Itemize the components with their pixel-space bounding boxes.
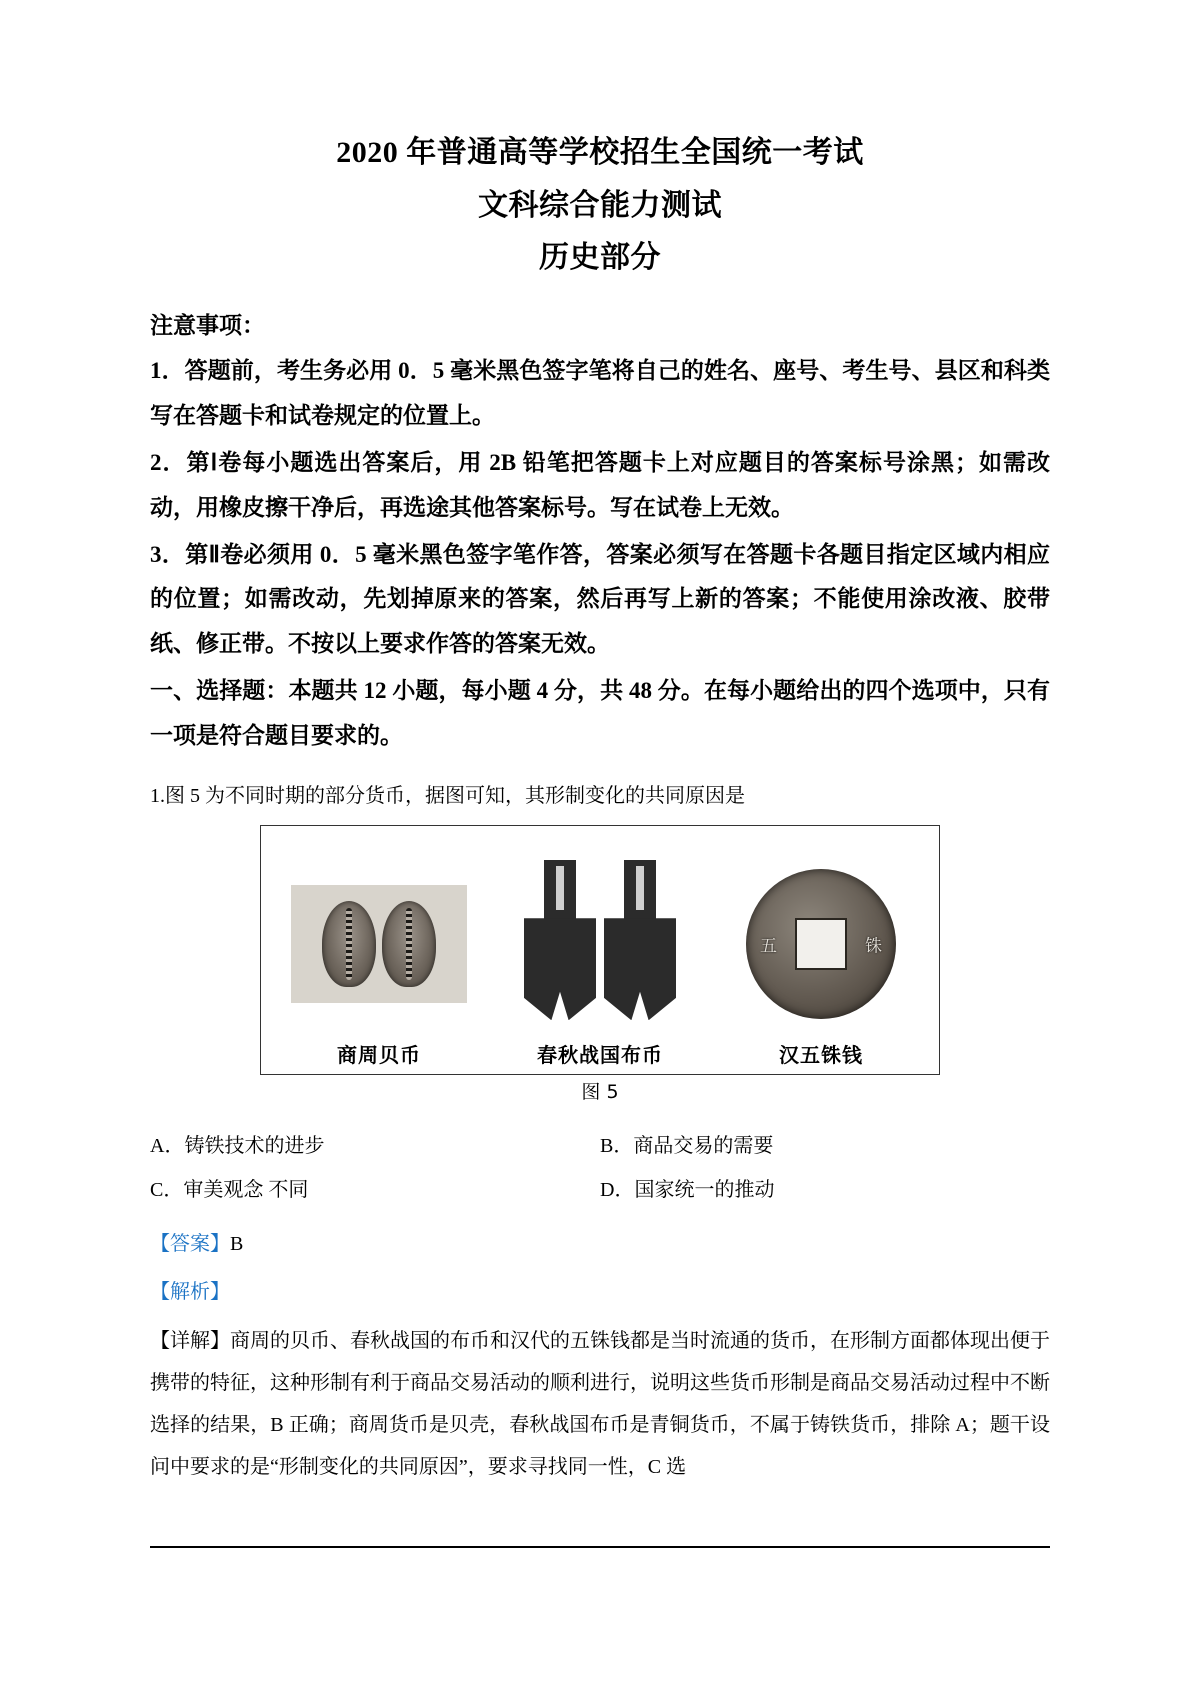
detail-label: 【详解】	[150, 1329, 230, 1352]
figure-box	[260, 825, 940, 1075]
option-b-letter: B．	[600, 1134, 634, 1157]
coin-glyph-right: 铢	[865, 936, 882, 957]
figure-item-label: 汉五铢钱	[779, 1042, 863, 1067]
analysis-line	[150, 1270, 1050, 1314]
options-list	[150, 1124, 1050, 1212]
option-b[interactable]	[600, 1124, 1050, 1168]
detail-explanation	[150, 1320, 1050, 1488]
option-a-text: 铸铁技术的进步	[184, 1134, 325, 1157]
figure-wrapper	[260, 825, 940, 1104]
option-d[interactable]	[600, 1168, 1050, 1212]
option-c-text: 审美观念 不同	[183, 1178, 309, 1201]
figure-item-spade	[500, 852, 700, 1074]
option-d-text: 国家统一的推动	[634, 1178, 775, 1201]
page-title: 2020 年普通高等学校招生全国统一考试	[336, 136, 864, 169]
notice-item-1: 1．答题前，考生务必用 0．5 毫米黑色签字笔将自己的姓名、座号、考生号、县区和科类写在答题卡和试卷规定的位置上。	[150, 358, 1050, 429]
cowrie-shell-coin-icon	[279, 852, 479, 1037]
option-b-text: 商品交易的需要	[633, 1134, 774, 1157]
round-hole-coin-icon	[721, 852, 921, 1037]
answer-label: 【答案】	[150, 1232, 230, 1255]
notice-heading: 注意事项：	[150, 312, 265, 338]
options-row-2	[150, 1168, 1050, 1212]
detail-text: 商周的贝币、春秋战国的布币和汉代的五铢钱都是当时流通的货币，在形制方面都体现出便于携带的特征，这种形制有利于商品交易活动的顺利进行，说明这些货币形制是商品交易活动过程中不断选择的结果，B 正确；商周货币是贝壳，春秋战国布币是青铜货币，不属于铸铁货币，排除 A；题干设问中要求的是“形制变化的共同原因”，要求寻找同一性，C 选	[150, 1329, 1050, 1478]
figure-item-shell	[279, 852, 479, 1074]
spade-coin-icon	[500, 852, 700, 1037]
option-c[interactable]	[150, 1168, 600, 1212]
option-c-letter: C．	[150, 1178, 184, 1201]
answer-line	[150, 1222, 1050, 1266]
footer-divider	[150, 1546, 1050, 1548]
section-heading: 一、选择题：本题共 12 小题，每小题 4 分，共 48 分。在每小题给出的四个选项中，只有一项是符合题目要求的。	[150, 678, 1050, 748]
answer-value: B	[230, 1232, 244, 1255]
figure-caption: 图 5	[581, 1080, 619, 1103]
coin-glyph-left: 五	[760, 936, 777, 957]
figure-item-label: 商周贝币	[337, 1042, 421, 1067]
question-stem: 1.图 5 为不同时期的部分货币，据图可知，其形制变化的共同原因是	[150, 784, 745, 807]
notice-item-3: 3．第Ⅱ卷必须用 0．5 毫米黑色签字笔作答，答案必须写在答题卡各题目指定区域内相应的位置；如需改动，先划掉原来的答案，然后再写上新的答案；不能使用涂改液、胶带纸、修正带。不按以上要求作答的答案无效。	[150, 541, 1050, 657]
analysis-label: 【解析】	[150, 1280, 230, 1303]
options-row-1	[150, 1124, 1050, 1168]
option-a[interactable]	[150, 1124, 600, 1168]
figure-item-coin	[721, 852, 921, 1074]
subject-title: 文科综合能力测试	[478, 188, 722, 222]
section-title: 历史部分	[539, 241, 661, 274]
notice-item-2: 2．第Ⅰ卷每小题选出答案后，用 2B 铅笔把答题卡上对应题目的答案标号涂黑；如需改动，用橡皮擦干净后，再选途其他答案标号。写在试卷上无效。	[150, 449, 1050, 520]
option-a-letter: A．	[150, 1134, 185, 1157]
option-d-letter: D．	[600, 1178, 635, 1201]
document-title-block	[150, 130, 1050, 282]
figure-item-label: 春秋战国布币	[537, 1042, 663, 1067]
